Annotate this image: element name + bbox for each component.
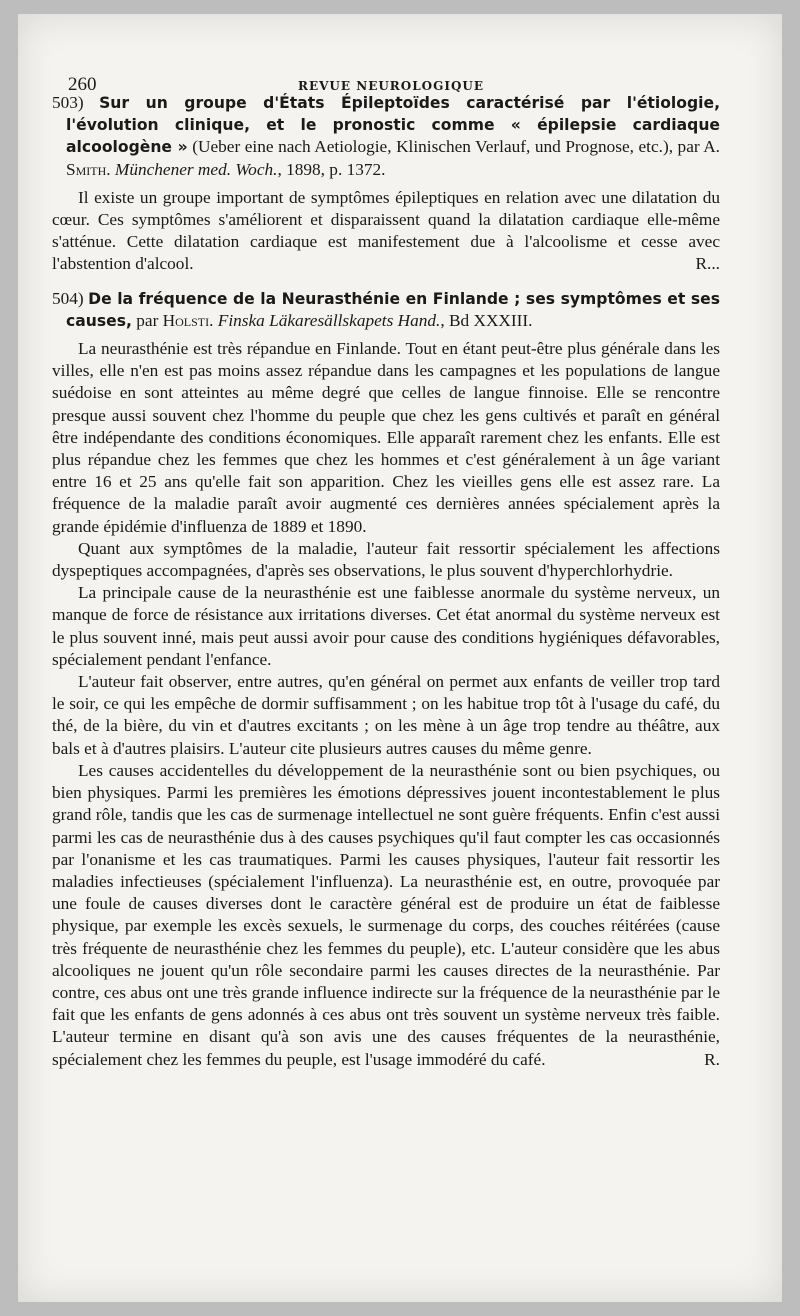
entry-bold-title: De la fréquence de la Neurasthénie en Finlande ; ses symptômes et ses causes, [66, 289, 720, 330]
paragraph-text: Il existe un groupe important de symptômes épileptiques en relation avec une dilatation du cœur. Ces symptômes s'améliorent et disparaissent quand la dilatation cardiaque elle-même s'atténue. Cette dilatation cardiaque est manifestement due à l'alcoolisme et cesse avec l'abstention d'alcool. [52, 187, 720, 274]
entry-citation-end: , 1898, p. 1372. [277, 159, 386, 179]
entry-title-rest: par [131, 310, 163, 330]
entry-paragraph [52, 338, 720, 538]
entry-bold-title: Sur un groupe d'États Épileptoïdes caractérisé par l'étiologie, l'évolution clinique, et le pronostic comme « épilepsie cardiaque alcoologène » [66, 94, 720, 157]
entry-journal: Finska Läkaresällskapets Hand. [217, 310, 441, 330]
entry-paragraph [52, 582, 720, 671]
entry-signature: R... [695, 254, 720, 274]
entry-author: Smith [66, 159, 107, 179]
entry-journal: Münchener med. Woch. [114, 159, 278, 179]
paragraph-text: La neurasthénie est très répandue en Finlande. Tout en étant peut-être plus générale dans les villes, elle n'en est pas moins assez répandue dans les campagnes et les populations de langue suédoise en sont atteintes au même degré que celles de langue finnoise. Elle se rencontre presque aussi souvent chez l'homme du peuple que chez les gens cultivés et paraît en général être indépendante des conditions économiques. Elle apparaît rarement chez les enfants. Elle est plus répandue chez les femmes que chez les hommes et c'est généralement à un âge variant entre 16 et 25 ans qu'elle fait son apparition. Chez les vieilles gens elle est assez rare. La fréquence de la maladie paraît avoir augmenté ces dernières années spécialement après la grande épidémie d'influenza de 1889 et 1890. [52, 339, 720, 536]
entry-citation-end: , Bd XXXIII. [440, 310, 533, 330]
entry-title-rest: (Ueber eine nach Aetiologie, Klinischen Verlauf, und Prognose, etc.), par A. [187, 137, 721, 157]
entry-number: 504) [52, 288, 84, 308]
page-number: 260 [68, 74, 97, 95]
running-head: REVUE NEUROLOGIQUE [298, 79, 485, 93]
entry-number: 503) [52, 93, 84, 112]
paragraph-text: L'auteur fait observer, entre autres, qu'en général on permet aux enfants de veiller trop tard le soir, ce qui les empêche de dormir suffisamment ; on les habitue trop tôt à l'usage du café, du thé, de la bière, du vin et d'autres excitants ; on les mène à un âge trop tendre au théâtre, aux bals et à d'autres plaisirs. L'auteur cite plusieurs autres causes du même genre. [52, 672, 720, 758]
paragraph-text: Les causes accidentelles du développement de la neurasthénie sont ou bien psychiques, ou bien physiques. Parmi les premières les émotions dépressives jouent incontestablement le plus grand rôle, tandis que les cas de surmenage intellectuel ne sont guère fréquents. Enfin c'est aussi parmi les cas de neurasthénie dus à des causes psychiques qu'il faut compter les cas occasionnés par l'onanisme et les cas traumatiques. Parmi les causes physiques, l'auteur fait ressortir les maladies infectieuses (spécialement l'influenza). La neurasthénie est, en outre, provoquée par une foule de causes diverses dont le caractère général est de produire un état de faiblesse physique, par exemple les excès sexuels, le surmenage du corps, des couches réitérées (cause très fréquente de neurasthénie chez les femmes du peuple), etc. L'auteur considère que les abus alcooliques ne jouent qu'un rôle secondaire parmi les causes directes de la neurasthénie. Par contre, ces abus ont une très grande influence indirecte sur la fréquence de la neurasthénie par le fait que les enfants de gens adonnés à ces abus ont très souvent un système nerveux très faible. L'auteur termine en disant qu'à son avis une des causes fréquentes de la neurasthénie, spécialement chez les femmes du peuple, est l'usage immodéré du café. [52, 760, 720, 1069]
entry-title: 504) De la fréquence de la Neurasthénie en Finlande ; ses symptômes et ses causes, par Holsti. Finska Läkaresällskapets Hand., Bd XXXIII. [52, 288, 720, 330]
article-body [52, 92, 720, 1077]
paragraph-text: Quant aux symptômes de la maladie, l'auteur fait ressortir spécialement les affections dyspeptiques accompagnées, d'après ses observations, le plus souvent d'hyperchlorhydrie. [52, 538, 720, 581]
entry-paragraph [52, 538, 720, 582]
entry-504 [52, 288, 720, 1071]
entry-author: Holsti [162, 310, 210, 330]
entry-paragraph [52, 187, 720, 276]
entry-paragraph [52, 671, 720, 760]
paragraph-text: La principale cause de la neurasthénie est une faiblesse anormale du système nerveux, un manque de force de résistance aux irritations diverses. Cet état anormal du système nerveux est le plus souvent inné, mais peut aussi avoir pour cause des conditions hygiéniques défavorables, spécialement pendant l'enfance. [52, 583, 720, 669]
entry-503 [52, 92, 720, 276]
entry-paragraph [52, 760, 720, 1071]
entry-signature: R. [704, 1049, 720, 1069]
entry-title: 503) Sur un groupe d'États Épileptoïdes caractérisé par l'étiologie, l'évolution clinique, et le pronostic comme « épilepsie cardiaque alcoologène » (Ueber eine nach Aetiologie, Klinischen Verlauf, und Prognose, etc.), par A. Smith. Münchener med. Woch., 1898, p. 1372. [52, 93, 721, 179]
